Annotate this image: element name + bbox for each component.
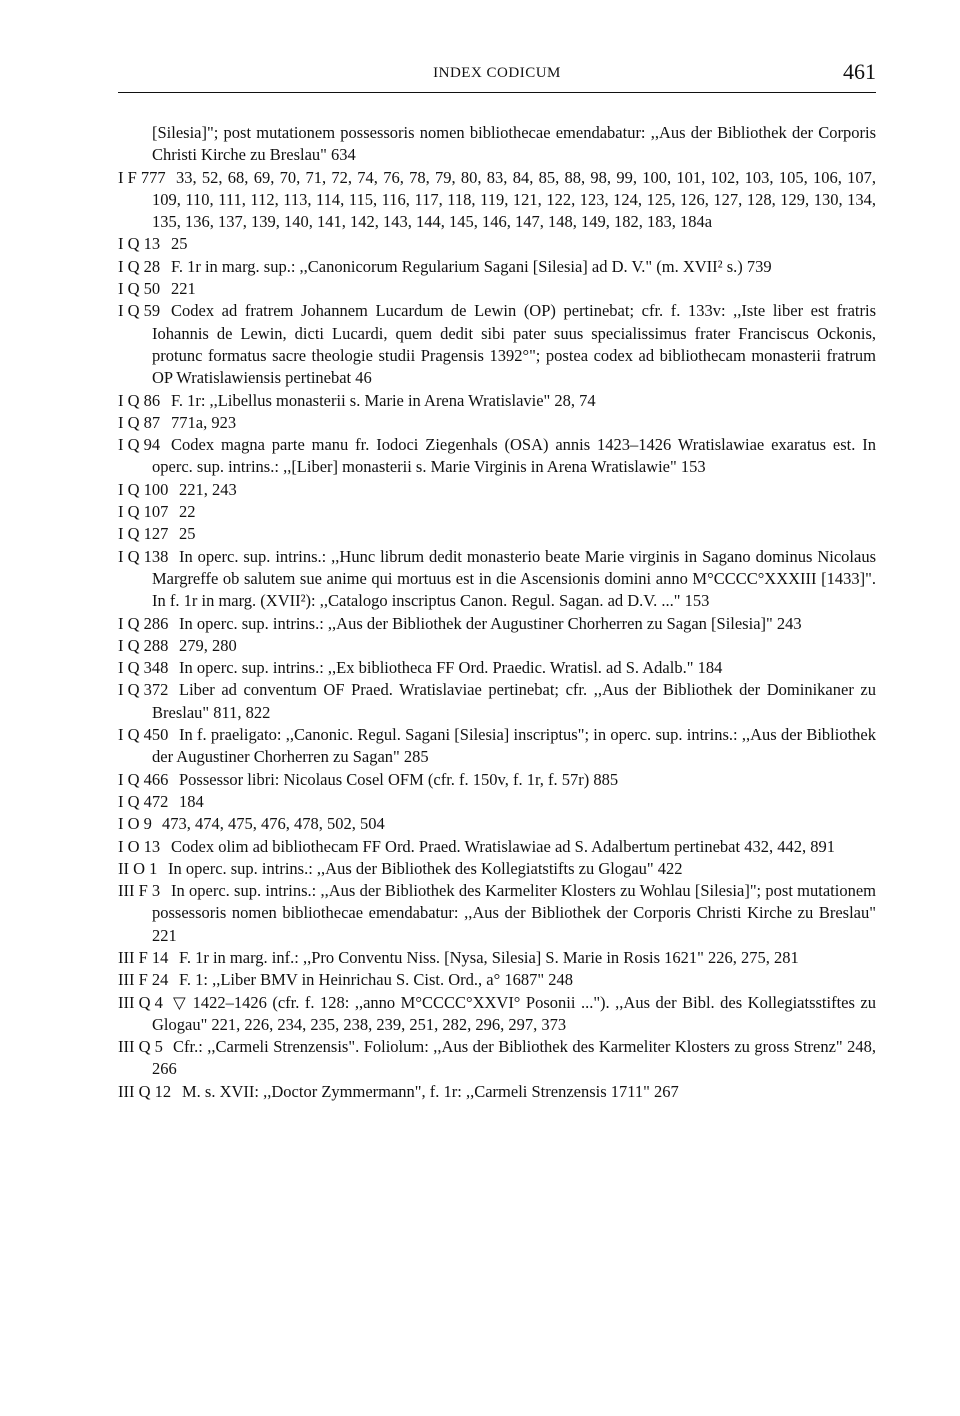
index-entry <box>118 1036 876 1081</box>
index-entry <box>118 278 876 300</box>
index-entry <box>118 546 876 613</box>
codex-signature: I Q 13 <box>118 234 161 254</box>
index-entry <box>118 769 876 791</box>
codex-description: F. 1: ,,Liber BMV in Heinrichau S. Cist. Ord., a° 1687" 248 <box>179 970 573 990</box>
index-entry <box>118 1081 876 1103</box>
index-entry <box>118 613 876 635</box>
codex-signature: III Q 12 <box>118 1081 172 1101</box>
index-entry <box>118 256 876 278</box>
codex-description: M. s. XVII: ,,Doctor Zymmermann", f. 1r: ,,Carmeli Strenzensis 1711" 267 <box>182 1081 679 1101</box>
codex-description: Codex olim ad bibliothecam FF Ord. Praed. Wratislawiae ad S. Adalbertum pertinebat 432, 442, 891 <box>171 836 835 856</box>
codex-signature: III F 24 <box>118 970 169 990</box>
codex-description: ▽ 1422–1426 (cfr. f. 128: ,,anno M°CCCC°XXVI° Posonii ..."). ,,Aus der Bibl. des Kollegiatsstiftes zu Glogau" 221, 226, 234, 235, 238, 239, 251, 282, 296, 297, 373 <box>152 992 876 1034</box>
codex-signature: I Q 466 <box>118 769 169 789</box>
codex-signature: I Q 86 <box>118 390 161 410</box>
codex-description: 25 <box>171 234 188 254</box>
codex-signature: I Q 127 <box>118 524 169 544</box>
codex-description: Possessor libri: Nicolaus Cosel OFM (cfr. f. 150v, f. 1r, f. 57r) 885 <box>179 769 619 789</box>
codex-description: 25 <box>179 524 196 544</box>
index-entry <box>118 501 876 523</box>
header-rule <box>118 92 876 93</box>
codex-signature: I Q 59 <box>118 301 161 321</box>
codex-description: [Silesia]"; post mutationem possessoris nomen bibliothecae emendabatur: ,,Aus der Bibliothek der Corporis Christi Kirche zu Breslau" 634 <box>152 123 876 165</box>
codex-index-list <box>118 122 876 1103</box>
codex-signature: I Q 450 <box>118 725 169 745</box>
codex-signature: I Q 50 <box>118 279 161 299</box>
index-entry <box>118 122 876 167</box>
codex-description: 279, 280 <box>179 635 237 655</box>
index-entry <box>118 657 876 679</box>
codex-description: 221 <box>171 279 196 299</box>
codex-signature: I Q 348 <box>118 658 169 678</box>
index-entry <box>118 390 876 412</box>
index-entry <box>118 836 876 858</box>
codex-signature: I Q 28 <box>118 256 161 276</box>
codex-description: F. 1r in marg. inf.: ,,Pro Conventu Niss. [Nysa, Silesia] S. Marie in Rosis 1621" 226, 275, 281 <box>179 947 799 967</box>
codex-signature: III Q 4 <box>118 992 163 1012</box>
index-entry <box>118 679 876 724</box>
index-entry <box>118 947 876 969</box>
running-title: INDEX CODICUM <box>433 65 561 81</box>
codex-description: In operc. sup. intrins.: ,,Aus der Bibliothek des Karmeliter Klosters zu Wohlau [Silesia]"; post mutationem possessoris nomen bibliothecae emendabatur: ,,Aus der Bibliothek der Corporis Christi Kirche zu Breslau" 221 <box>152 881 876 945</box>
codex-signature: III F 14 <box>118 947 169 967</box>
codex-signature: I Q 372 <box>118 680 169 700</box>
page-number: 461 <box>843 59 876 84</box>
index-entry <box>118 635 876 657</box>
index-entry <box>118 880 876 947</box>
codex-signature: III F 3 <box>118 881 161 901</box>
index-entry <box>118 813 876 835</box>
codex-description: 22 <box>179 502 196 522</box>
codex-signature: I O 13 <box>118 836 161 856</box>
codex-signature: I Q 87 <box>118 412 161 432</box>
index-entry <box>118 233 876 255</box>
index-entry <box>118 523 876 545</box>
codex-signature: I Q 107 <box>118 502 169 522</box>
codex-description: Codex magna parte manu fr. Iodoci Ziegenhals (OSA) annis 1423–1426 Wratislawiae exaratus est. In operc. sup. intrins.: ,,[Liber] monasterii s. Marie Virginis in Arena Wratislawie" 153 <box>152 435 876 477</box>
codex-signature: I Q 288 <box>118 635 169 655</box>
codex-signature: I Q 100 <box>118 479 169 499</box>
index-entry <box>118 724 876 769</box>
codex-description: Codex ad fratrem Johannem Lucardum de Lewin (OP) pertinebat; cfr. f. 133v: ,,Iste liber est fratris Iohannis de Lewin, dicti Lucardi, quem dedit sibi pater suus specialissimus frater Franciscus Ockonis, protunc formatus sacre theologie studii Pragensis 1392°"; postea codex ad bibliothecam monasterii fratrum OP Wratislawiensis pertinebat 46 <box>152 301 876 388</box>
index-entry <box>118 858 876 880</box>
codex-signature: II O 1 <box>118 858 158 878</box>
index-entry <box>118 992 876 1037</box>
codex-signature: III Q 5 <box>118 1037 163 1057</box>
codex-description: F. 1r: ,,Libellus monasterii s. Marie in Arena Wratislavie" 28, 74 <box>171 390 596 410</box>
codex-description: In f. praeligato: ,,Canonic. Regul. Sagani [Silesia] inscriptus"; in operc. sup. intrins.: ,,Aus der Bibliothek der Augustiner Chorherren zu Sagan" 285 <box>152 725 876 767</box>
index-entry <box>118 300 876 389</box>
index-entry <box>118 479 876 501</box>
index-entry <box>118 167 876 234</box>
index-entry <box>118 969 876 991</box>
codex-description: Cfr.: ,,Carmeli Strenzensis". Foliolum: ,,Aus der Bibliothek des Karmeliter Klosters zu gross Strenz" 248, 266 <box>152 1037 876 1079</box>
codex-description: 33, 52, 68, 69, 70, 71, 72, 74, 76, 78, 79, 80, 83, 84, 85, 88, 98, 99, 100, 101, 102, 103, 105, 106, 107, 109, 110, 111, 112, 113, 114, 115, 116, 117, 118, 119, 121, 122, 123, 124, 125, 126, 127, 128, 129, 130, 134, 135, 136, 137, 139, 140, 141, 142, 143, 144, 145, 146, 147, 148, 149, 182, 183, 184a <box>152 167 876 232</box>
codex-description: 221, 243 <box>179 479 237 499</box>
codex-description: In operc. sup. intrins.: ,,Ex bibliotheca FF Ord. Praedic. Wratisl. ad S. Adalb." 184 <box>179 658 723 678</box>
page-header <box>118 59 876 92</box>
index-entry <box>118 434 876 479</box>
codex-description: F. 1r in marg. sup.: ,,Canonicorum Regularium Sagani [Silesia] ad D. V." (m. XVII² s.) 739 <box>171 256 772 276</box>
codex-signature: I O 9 <box>118 814 152 834</box>
index-entry <box>118 412 876 434</box>
index-entry <box>118 791 876 813</box>
codex-description: Liber ad conventum OF Praed. Wratislaviae pertinebat; cfr. ,,Aus der Bibliothek der Dominikaner zu Breslau" 811, 822 <box>152 680 876 722</box>
codex-description: 473, 474, 475, 476, 478, 502, 504 <box>162 814 385 834</box>
codex-description: 184 <box>179 791 204 811</box>
codex-signature: I F 777 <box>118 167 166 187</box>
codex-signature: I Q 138 <box>118 546 169 566</box>
codex-description: 771a, 923 <box>171 412 237 432</box>
codex-signature: I Q 94 <box>118 435 161 455</box>
codex-description: In operc. sup. intrins.: ,,Hunc librum dedit monasterio beate Marie virginis in Sagano dominus Nicolaus Margreffe ob salutem sue anime qui mortuus est in die Ascensionis domini anno M°CCCC°XXXIII [1433]". In f. 1r in marg. (XVII²): ,,Catalogo inscriptus Canon. Regul. Sagan. ad D.V. ..." 153 <box>152 546 876 611</box>
codex-description: In operc. sup. intrins.: ,,Aus der Bibliothek des Kollegiatstifts zu Glogau" 422 <box>168 858 683 878</box>
codex-signature: I Q 472 <box>118 791 169 811</box>
codex-signature: I Q 286 <box>118 613 169 633</box>
codex-description: In operc. sup. intrins.: ,,Aus der Bibliothek der Augustiner Chorherren zu Sagan [Silesia]" 243 <box>179 613 802 633</box>
